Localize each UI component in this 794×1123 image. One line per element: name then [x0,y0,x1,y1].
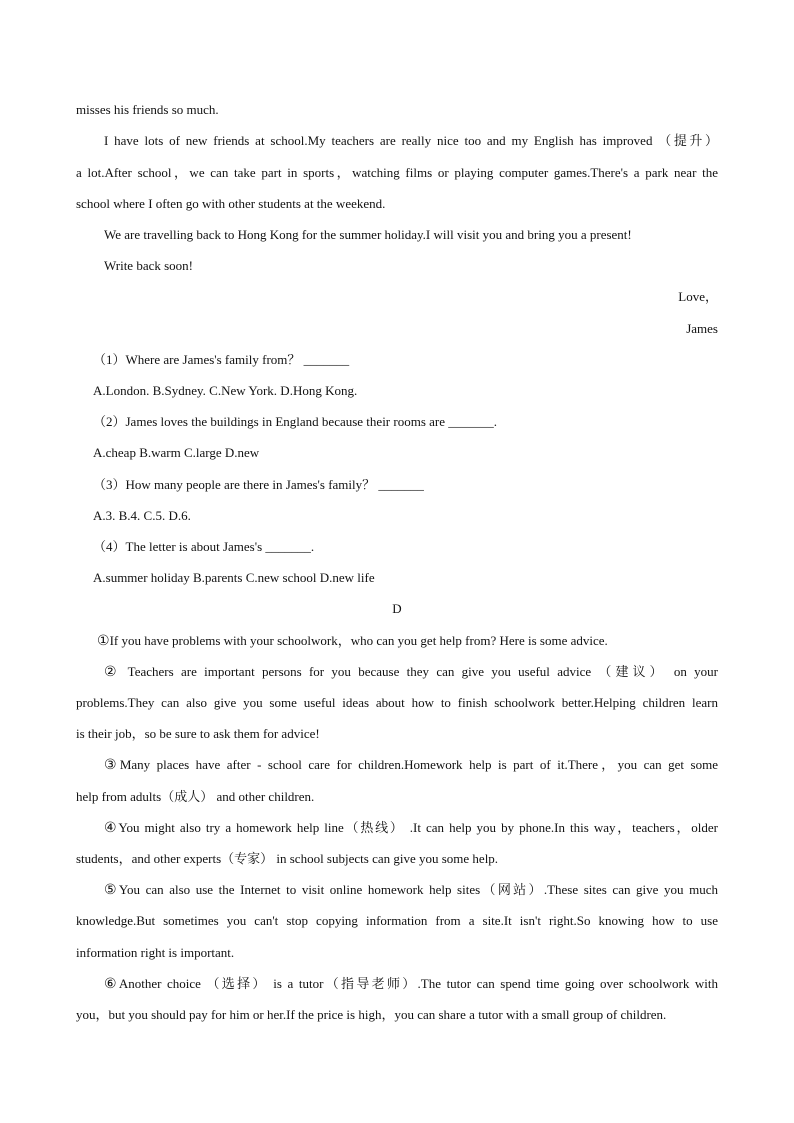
section-d-heading: D [392,601,402,616]
paragraph-number-2: ② [104,664,121,680]
section-d-paragraph-1-text: If you have problems with your schoolwork，who can you get help from? Here is some advice. [109,633,608,648]
section-d-paragraph-2-line-2: problems.They can also give you some useful ideas about how to finish schoolwork better.Helping children learn [76,695,718,710]
passage-c-paragraph-1-line-1: I have lots of new friends at school.My teachers are really nice too and my English has improved （提升） [104,133,718,148]
section-d-paragraph-5-line-2: knowledge.But sometimes you can't stop copying information from a site.It isn't right.So knowing how to use [76,913,718,928]
section-d-paragraph-1 [97,633,608,649]
paragraph-number-5: ⑤ [104,882,119,898]
paragraph-number-6: ⑥ [104,976,119,992]
section-d-paragraph-6-line-2: you，but you should pay for him or her.If the price is high，you can share a tutor with a small group of children. [76,1007,667,1022]
question-1-stem: （1）Where are James's family from？ _______ [93,352,350,367]
section-d-paragraph-4-line-2: students，and other experts（专家） in school subjects can give you some help. [76,851,499,866]
section-d-paragraph-6-line-1-text: Another choice （选择） is a tutor（指导老师）.The tutor can spend time going over schoolwork with [118,976,718,991]
passage-c-paragraph-1-line-2: a lot.After school，we can take part in sports，watching films or playing computer games.There's a park near the [76,165,718,180]
passage-c-paragraph-2: We are travelling back to Hong Kong for the summer holiday.I will visit you and bring you a present! [104,227,632,242]
paragraph-number-4: ④ [104,820,119,836]
section-d-paragraph-5-line-1 [104,882,718,898]
question-4-stem: （4）The letter is about James's _______. [93,539,315,554]
section-d-paragraph-2-line-3: is their job，so be sure to ask them for advice! [76,726,320,741]
passage-c-paragraph-tail: misses his friends so much. [76,102,219,117]
letter-signature: James [686,321,718,336]
passage-c-paragraph-3: Write back soon! [104,258,194,273]
section-d-paragraph-2-line-1-text: Teachers are important persons for you because they can give you useful advice （建议） on your [127,664,718,679]
section-d-paragraph-4-line-1 [104,820,718,836]
question-1-options: A.London. B.Sydney. C.New York. D.Hong Kong. [93,383,358,398]
section-d-paragraph-3-line-1 [104,757,718,773]
letter-closing: Love， [678,289,718,304]
passage-c-paragraph-1-line-3: school where I often go with other students at the weekend. [76,196,386,211]
section-d-paragraph-3-line-1-text: Many places have after - school care for children.Homework help is part of it.There，you can get some [119,757,718,772]
section-d-paragraph-4-line-1-text: You might also try a homework help line（热线） .It can help you by phone.In this way，teachers，older [118,820,718,835]
question-4-options: A.summer holiday B.parents C.new school D.new life [93,570,375,585]
section-d-paragraph-6-line-1 [104,976,718,992]
section-d-paragraph-2-line-1 [104,664,718,680]
question-2-stem: （2）James loves the buildings in England because their rooms are _______. [93,414,498,429]
paragraph-number-3: ③ [104,757,120,773]
section-d-paragraph-5-line-3: information right is important. [76,945,235,960]
question-2-options: A.cheap B.warm C.large D.new [93,445,260,460]
question-3-stem: （3）How many people are there in James's family？ _______ [93,477,424,492]
paragraph-number-1: ① [97,633,110,649]
question-3-options: A.3. B.4. C.5. D.6. [93,508,191,523]
section-d-paragraph-3-line-2: help from adults（成人） and other children. [76,789,315,804]
section-d-paragraph-5-line-1-text: You can also use the Internet to visit online homework help sites（网站）.These sites can give you much [118,882,718,897]
